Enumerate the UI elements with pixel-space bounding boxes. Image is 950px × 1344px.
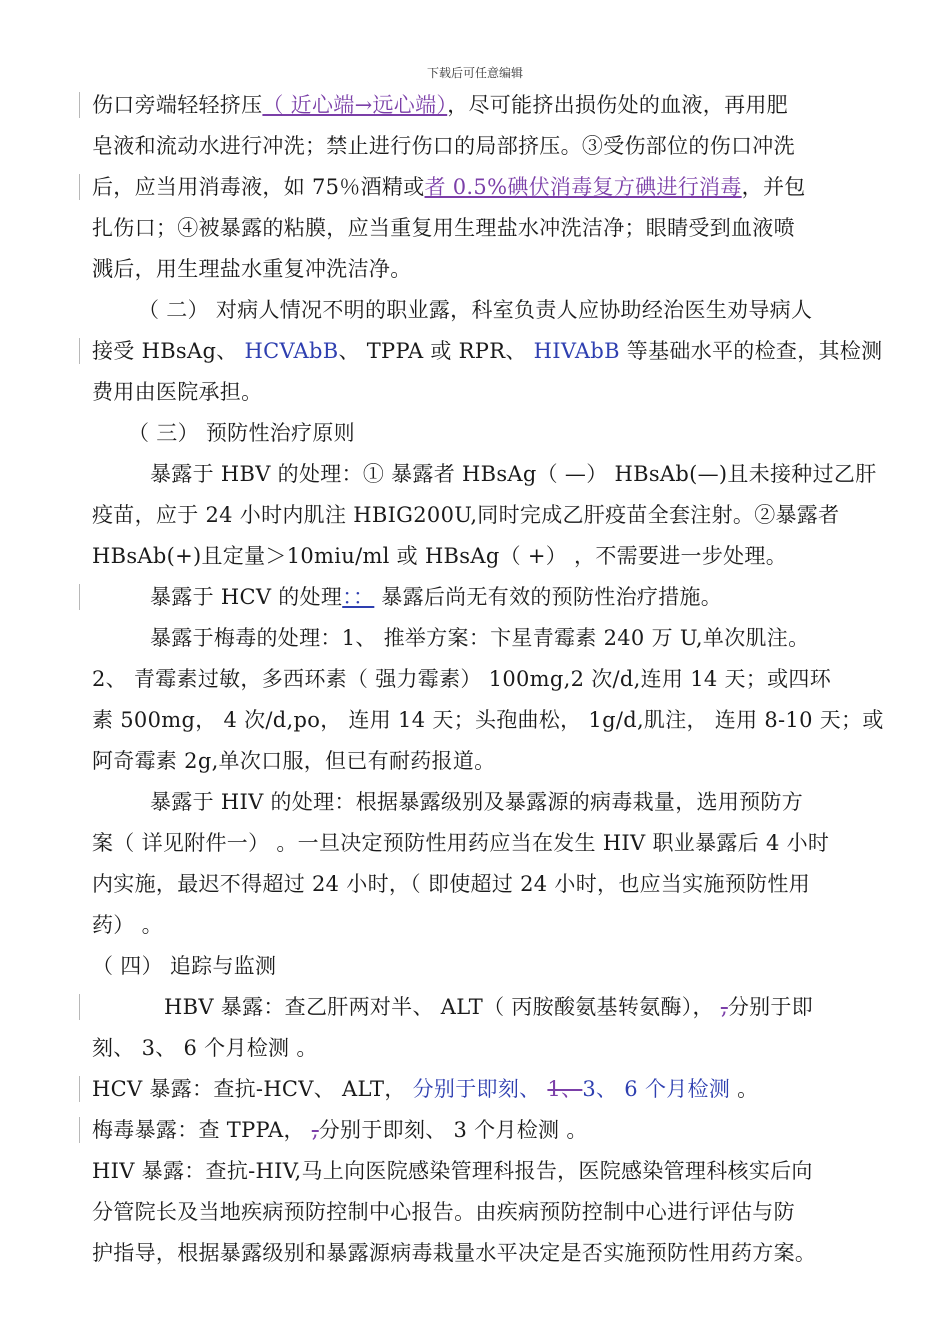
text-segment: （ 近心端→远心端） [262,93,448,117]
text-line [92,910,163,940]
text-segment: HIVAbB [533,339,620,363]
text-line [92,1074,758,1104]
change-bar [79,92,80,118]
text-segment: HCV 暴露：查抗-HCV、 ALT， [92,1077,413,1101]
text-segment: HBsAb(+)且定量＞10miu/ml 或 HBsAg（ +） ，不需要进一步处理。 [92,544,788,568]
change-bar [79,1076,80,1102]
text-segment: 接受 HBsAg、 [92,339,245,363]
text-line [92,1115,588,1145]
text-line [92,172,806,202]
text-segment: 3、 6 个月检测 [582,1077,731,1101]
text-line [150,582,722,612]
text-line [92,705,884,735]
text-segment: 分别于即 [727,995,814,1019]
text-segment: 等基础水平的检查，其检测 [619,339,883,363]
text-segment: 案（ 详见附件一） 。一旦决定预防性用药应当在发生 HIV 职业暴露后 4 小时 [92,831,830,855]
text-segment: HBV 暴露：查乙肝两对半、 ALT（ 丙胺酸氨基转氨酶）， [164,995,721,1019]
text-segment: ：： [342,585,375,609]
text-line [92,1156,813,1186]
text-line [92,90,788,120]
text-segment: 后，应当用消毒液，如 75％酒精或 [92,175,425,199]
text-segment: （ 二） 对病人情况不明的职业露，科室负责人应协助经治医生劝导病人 [138,298,813,322]
text-segment: 分别于即刻、 3 个月检测 。 [318,1118,588,1142]
text-line [92,377,262,407]
text-segment: 。 [730,1077,759,1101]
text-line [92,869,810,899]
text-line [92,1238,816,1268]
text-line [150,623,809,653]
text-segment: 疫苗，应于 24 小时内肌注 HBIG200U,同时完成乙肝疫苗全套注射。②暴露者 [92,503,840,527]
text-line [92,254,412,284]
text-segment: , [311,1118,319,1142]
text-segment: 暴露于 HIV 的处理：根据暴露级别及暴露源的病毒栽量，选用预防方 [150,790,804,814]
text-segment: 溅后，用生理盐水重复冲洗洁净。 [92,257,412,281]
change-bar [79,1117,80,1143]
text-segment: 梅毒暴露：查 TPPA， [92,1118,312,1142]
text-segment: 伤口旁端轻轻挤压 [92,93,263,117]
text-line [92,131,795,161]
text-segment: 分管院长及当地疾病预防控制中心报告。由疾病预防控制中心进行评估与防 [92,1200,795,1224]
text-line [92,213,795,243]
text-line [164,992,813,1022]
text-segment: 皂液和流动水进行冲洗；禁止进行伤口的局部挤压。③受伤部位的伤口冲洗 [92,134,795,158]
text-segment: （ 四） 追踪与监测 [92,954,277,978]
text-segment: 者 0.5%碘伏消毒复方碘进行消毒 [424,175,742,199]
text-segment: （ 三） 预防性治疗原则 [128,421,355,445]
text-line [150,459,877,489]
text-segment: 、 TPPA 或 RPR、 [338,339,534,363]
text-segment: , [720,995,728,1019]
text-segment: HIV 暴露：查抗-HIV,马上向医院感染管理科报告，医院感染管理科核实后向 [92,1159,813,1183]
page-header: 下载后可任意编辑 [426,66,523,80]
text-segment: 暴露于 HCV 的处理 [150,585,343,609]
text-segment: 药） 。 [92,913,163,937]
text-segment: 1、 [547,1077,583,1101]
change-bar [79,338,80,364]
text-segment: 内实施，最迟不得超过 24 小时，（ 即使超过 24 小时，也应当实施预防性用 [92,872,811,896]
text-line [92,746,495,776]
text-segment: 刻、 3、 6 个月检测 。 [92,1036,318,1060]
text-segment: 暴露于梅毒的处理：1、 推举方案：卞星青霉素 240 万 U,单次肌注。 [150,626,810,650]
text-line [92,1033,318,1063]
text-segment: ，尽可能挤出损伤处的血液，再用肥 [447,93,788,117]
text-segment: HCVAbB [244,339,339,363]
text-line [92,664,831,694]
change-bar [79,174,80,200]
text-line [92,336,882,366]
change-bar [79,994,80,1020]
text-segment: 暴露于 HBV 的处理：① 暴露者 HBsAg（ —） HBsAb(—)且未接种过乙肝 [150,462,877,486]
text-segment: 费用由医院承担。 [92,380,263,404]
text-line [92,828,829,858]
text-segment: 分别于即刻、 [412,1077,548,1101]
text-line [92,541,787,571]
text-line [138,295,812,325]
text-segment: 2、 青霉素过敏，多西环素（ 强力霉素） 100mg,2 次/d,连用 14 天；或四环 [92,667,831,691]
text-line [92,951,276,981]
text-segment: 阿奇霉素 2g,单次口服，但已有耐药报道。 [92,749,496,773]
text-line [150,787,803,817]
change-bar [79,584,80,610]
text-segment: 扎伤口；④被暴露的粘膜，应当重复用生理盐水冲洗洁净；眼睛受到血液喷 [92,216,795,240]
text-segment: 护指导，根据暴露级别和暴露源病毒栽量水平决定是否实施预防性用药方案。 [92,1241,817,1265]
text-segment: ，并包 [741,175,806,199]
text-segment: 暴露后尚无有效的预防性治疗措施。 [374,585,723,609]
text-line [92,1197,795,1227]
text-line [128,418,355,448]
text-line [92,500,839,530]
text-segment: 素 500mg， 4 次/d,po， 连用 14 天；头孢曲松， 1g/d,肌注， 连用 8-10 天；或 [92,708,884,732]
